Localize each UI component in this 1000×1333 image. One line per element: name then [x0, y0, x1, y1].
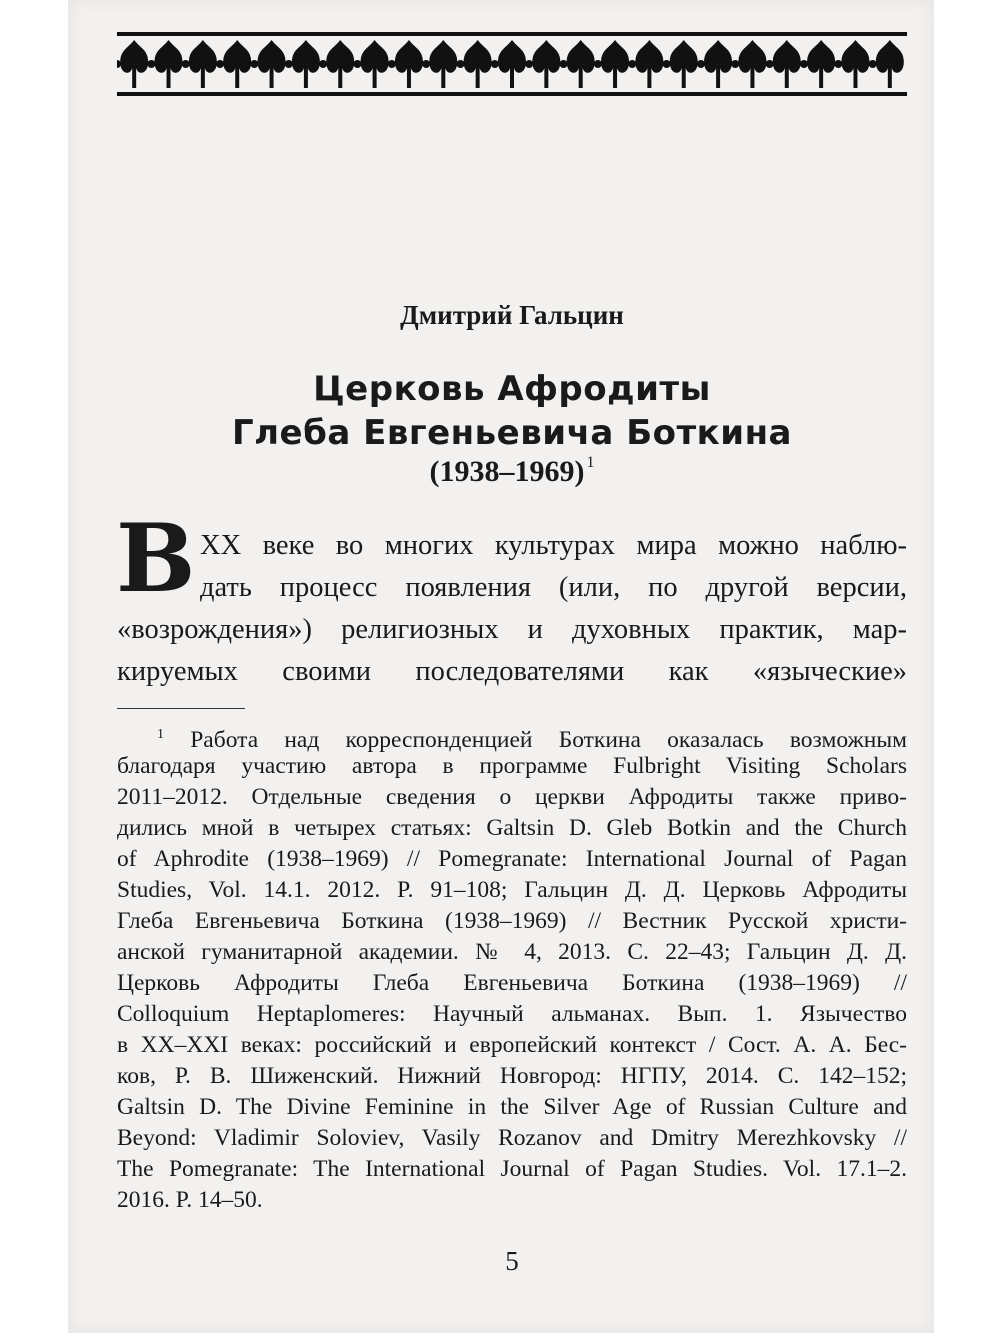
- ornament-motif: [223, 40, 251, 88]
- ornament-dot: [628, 60, 636, 68]
- ornament-dot: [663, 60, 671, 68]
- ornament-dot: [525, 60, 533, 68]
- footnote-line-12: ков, Р. В. Шиженский. Нижний Новгород: НГПУ, 2014. С. 142–152;: [117, 1063, 907, 1089]
- paragraph-line-4: кируемых своими последователями как «языческие»: [117, 656, 907, 687]
- footnote-line-13: Galtsin D. The Divine Feminine in the Silver Age of Russian Culture and: [117, 1094, 907, 1120]
- ornament-motif: [635, 40, 663, 88]
- ornament-motif: [532, 40, 560, 88]
- footnote-line-11: в XX–XXI веках: российский и европейский контекст / Сост. А. А. Бес-: [117, 1032, 907, 1058]
- ornament-motif: [464, 40, 492, 88]
- footnote-line-1: [157, 720, 907, 755]
- ornament-dot: [216, 60, 224, 68]
- ornament-dot: [250, 60, 258, 68]
- ornament-dot: [834, 60, 842, 68]
- ornament-dot: [800, 60, 808, 68]
- footnote-line-14: Beyond: Vladimir Soloviev, Vasily Rozanov and Dmitry Merezhkovsky //: [117, 1125, 907, 1151]
- footnote-line-16: 2016. P. 14–50.: [117, 1187, 263, 1213]
- ornament-motif: [704, 40, 732, 88]
- drop-cap: В: [116, 504, 196, 614]
- ornament-dot: [319, 60, 327, 68]
- title-years-text: (1938–1969): [429, 455, 585, 488]
- paragraph-line-3: «возрождения») религиозных и духовных практик, мар-: [117, 614, 907, 645]
- footnote-line-3: 2011–2012. Отдельные сведения о церкви Афродиты также приво-: [117, 784, 907, 810]
- ornament-dot: [353, 60, 361, 68]
- footnote-line-9: Церковь Афродиты Глеба Евгеньевича Боткина (1938–1969) //: [117, 970, 907, 996]
- ornament-dot: [766, 60, 774, 68]
- ornament-dot: [456, 60, 464, 68]
- footnote-line-8: анской гуманитарной академии. № 4, 2013. С. 22–43; Гальцин Д. Д.: [117, 939, 907, 965]
- ornament-motif: [120, 40, 148, 88]
- ornament-dot: [869, 60, 877, 68]
- footnote-line-15: The Pomegranate: The International Journal of Pagan Studies. Vol. 17.1–2.: [117, 1156, 907, 1182]
- ornament-motif: [498, 40, 526, 88]
- ornament-dot: [697, 60, 705, 68]
- ornament-motif: [189, 40, 217, 88]
- ornament-dot: [594, 60, 602, 68]
- article-title-years: [117, 454, 907, 489]
- footnote-line-4: дились мной в четырех статьях: Galtsin D. Gleb Botkin and the Church: [117, 815, 907, 841]
- ornament-dot: [285, 60, 293, 68]
- decorative-ornament-band: [117, 32, 907, 96]
- ornament-motif: [361, 40, 389, 88]
- footnote-line-5: of Aphrodite (1938–1969) // Pomegranate: International Journal of Pagan: [117, 846, 907, 872]
- footnote-line-2: благодаря участию автора в программе Fulbright Visiting Scholars: [117, 753, 907, 779]
- ornament-motif: [292, 40, 320, 88]
- ornament-dot: [182, 60, 190, 68]
- footnote-line-1-text: Работа над корреспонденцией Боткина оказалась возможным: [190, 727, 907, 753]
- ornament-motif: [601, 40, 629, 88]
- footnote-ref: 1: [586, 454, 595, 471]
- ornament-motif: [258, 40, 286, 88]
- page-number: 5: [505, 1246, 519, 1276]
- footnote-line-10: Colloquium Heptaplomeres: Научный альманах. Вып. 1. Язычество: [117, 1001, 907, 1027]
- article-title-line1: Церковь Афродиты: [313, 369, 711, 409]
- ornament-motif: [155, 40, 183, 88]
- ornament-dot: [560, 60, 568, 68]
- ornament-dot: [422, 60, 430, 68]
- author-name: Дмитрий Гальцин: [400, 300, 624, 330]
- ornament-motif: [395, 40, 423, 88]
- ornament-dot: [491, 60, 499, 68]
- ornament-motif: [326, 40, 354, 88]
- ornament-motif: [567, 40, 595, 88]
- ornament-motif: [670, 40, 698, 88]
- footnote-line-6: Studies, Vol. 14.1. 2012. P. 91–108; Гальцин Д. Д. Церковь Афродиты: [117, 877, 907, 903]
- ornament-motif: [807, 40, 835, 88]
- ornament-motif: [841, 40, 869, 88]
- ornament-motif: [429, 40, 457, 88]
- footnote-number: 1: [157, 727, 164, 742]
- ornament-motif: [773, 40, 801, 88]
- paragraph-line-2: дать процесс появления (или, по другой версии,: [200, 572, 907, 603]
- ornament-motif: [738, 40, 766, 88]
- footnote-line-7: Глеба Евгеньевича Боткина (1938–1969) // Вестник Русской христи-: [117, 908, 907, 934]
- article-title-line2: Глеба Евгеньевича Боткина: [231, 413, 793, 453]
- ornament-dot: [147, 60, 155, 68]
- footnote-divider: [117, 708, 245, 709]
- ornament-dot: [731, 60, 739, 68]
- paragraph-line-1: XX веке во многих культурах мира можно наблю-: [200, 530, 907, 561]
- ornament-motif: [876, 40, 904, 88]
- ornament-dot: [388, 60, 396, 68]
